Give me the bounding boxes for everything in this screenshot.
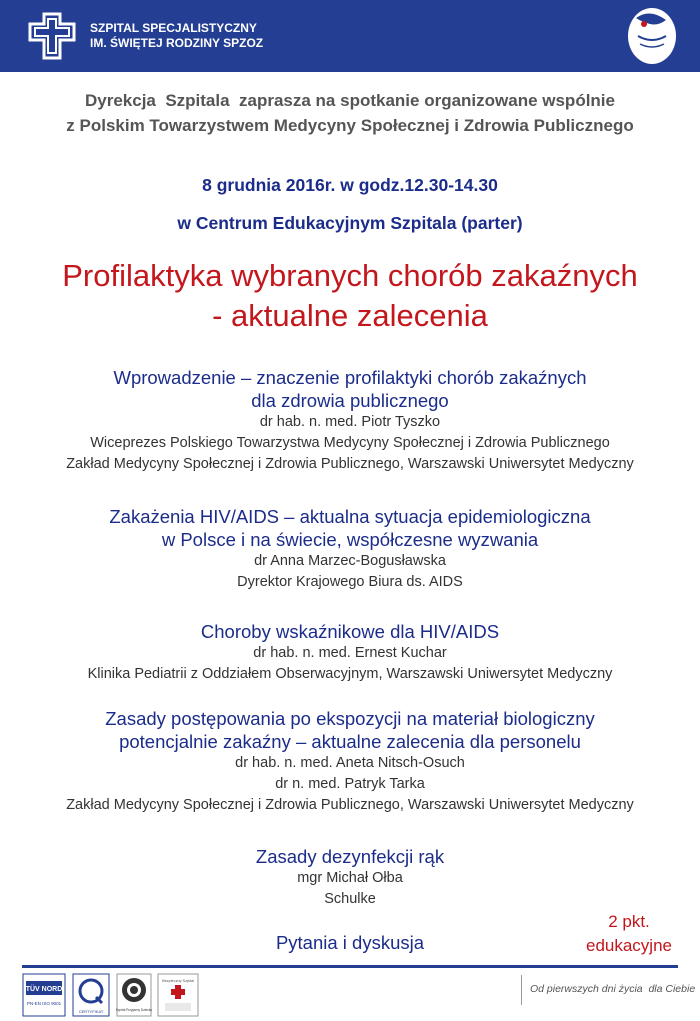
- session-affiliation: Dyrektor Krajowego Biura ds. AIDS: [237, 574, 463, 590]
- session-topic: Zasady dezynfekcji rąk: [255, 846, 445, 867]
- header-bar: [0, 0, 700, 72]
- q-text: CERTYFIKAT: [78, 1009, 104, 1014]
- session-speaker: dr n. med. Patryk Tarka: [275, 776, 425, 792]
- event-venue: w Centrum Edukacyjnym Szpitala (parter): [177, 213, 523, 233]
- session-topic: Wprowadzenie – znaczenie profilaktyki chorób zakaźnych: [113, 367, 587, 388]
- footer-slogan: Od pierwszych dni życia dla Ciebie: [530, 983, 696, 995]
- przyjazny-szpital-badge-icon: [622, 2, 680, 68]
- unicef-baby-friendly-icon: [116, 973, 152, 1017]
- event-date: 8 grudnia 2016r. w godz.12.30-14.30: [202, 175, 498, 195]
- education-points: [586, 910, 672, 958]
- session-affiliation: Zakład Medycyny Społecznej i Zdrowia Publicznego, Warszawski Uniwersytet Medyczny: [66, 797, 634, 813]
- session-speaker: mgr Michał Ołba: [297, 870, 403, 886]
- safe-hospital-icon: [157, 973, 199, 1017]
- hospital-name-line1: SZPITAL SPECJALISTYCZNY: [90, 21, 257, 35]
- footer-separator: [521, 975, 522, 1005]
- tuv-sub: PN-EN ISO 9001: [26, 1001, 62, 1006]
- session-topic: Zasady postępowania po ekspozycji na materiał biologiczny: [105, 708, 595, 729]
- unicef-text: Szpital Przyjazny Dziecku: [116, 1008, 152, 1012]
- tuv-text: TÜV NORD: [25, 986, 63, 993]
- footer-divider: [22, 965, 678, 968]
- session-topic: potencjalnie zakaźny – aktualne zalecenia dla personelu: [119, 731, 581, 752]
- closing-discussion: Pytania i dyskusja: [275, 932, 425, 953]
- safe-text: Bezpieczny Szpital: [162, 979, 194, 983]
- title-line2: - aktualne zalecenia: [212, 298, 488, 333]
- tuv-nord-cert-icon: [22, 973, 66, 1017]
- intro-line2: z Polskim Towarzystwem Medycyny Społecznej i Zdrowia Publicznego: [66, 116, 634, 135]
- event-title: [0, 256, 700, 336]
- hospital-cross-logo-icon: [26, 10, 78, 62]
- points-line1: 2 pkt.: [608, 912, 650, 931]
- session-1: [0, 366, 700, 475]
- session-topic: Choroby wskaźnikowe dla HIV/AIDS: [200, 621, 500, 642]
- intro-line1: Dyrekcja Szpitala zaprasza na spotkanie organizowane wspólnie: [84, 91, 615, 110]
- session-speaker: dr hab. n. med. Ernest Kuchar: [253, 645, 447, 661]
- session-topic: Zakażenia HIV/AIDS – aktualna sytuacja epidemiologiczna: [109, 506, 591, 527]
- hospital-name: [90, 21, 263, 51]
- session-speaker: dr hab. n. med. Aneta Nitsch-Osuch: [235, 755, 465, 771]
- intro-text: [0, 88, 700, 138]
- session-speaker: dr hab. n. med. Piotr Tyszko: [259, 414, 441, 430]
- quality-cert-icon: [72, 973, 110, 1017]
- points-line2: edukacyjne: [585, 936, 672, 955]
- session-5: [0, 845, 700, 910]
- session-3: [0, 620, 700, 685]
- session-4: [0, 707, 700, 816]
- session-speaker: dr Anna Marzec-Bogusławska: [254, 553, 446, 569]
- hospital-name-line2: IM. ŚWIĘTEJ RODZINY SPZOZ: [90, 36, 264, 50]
- session-affiliation: Wiceprezes Polskiego Towarzystwa Medycyny Społecznej i Zdrowia Publicznego: [90, 435, 610, 451]
- session-affiliation: Zakład Medycyny Społecznej i Zdrowia Publicznego, Warszawski Uniwersytet Medyczny: [66, 456, 634, 472]
- session-topic: w Polsce i na świecie, współczesne wyzwania: [161, 529, 539, 550]
- session-affiliation: Klinika Pediatrii z Oddziałem Obserwacyjnym, Warszawski Uniwersytet Medyczny: [87, 666, 613, 682]
- title-line1: Profilaktyka wybranych chorób zakaźnych: [62, 258, 638, 293]
- session-2: [0, 505, 700, 593]
- session-topic: dla zdrowia publicznego: [251, 390, 449, 411]
- session-affiliation: Schulke: [324, 891, 376, 907]
